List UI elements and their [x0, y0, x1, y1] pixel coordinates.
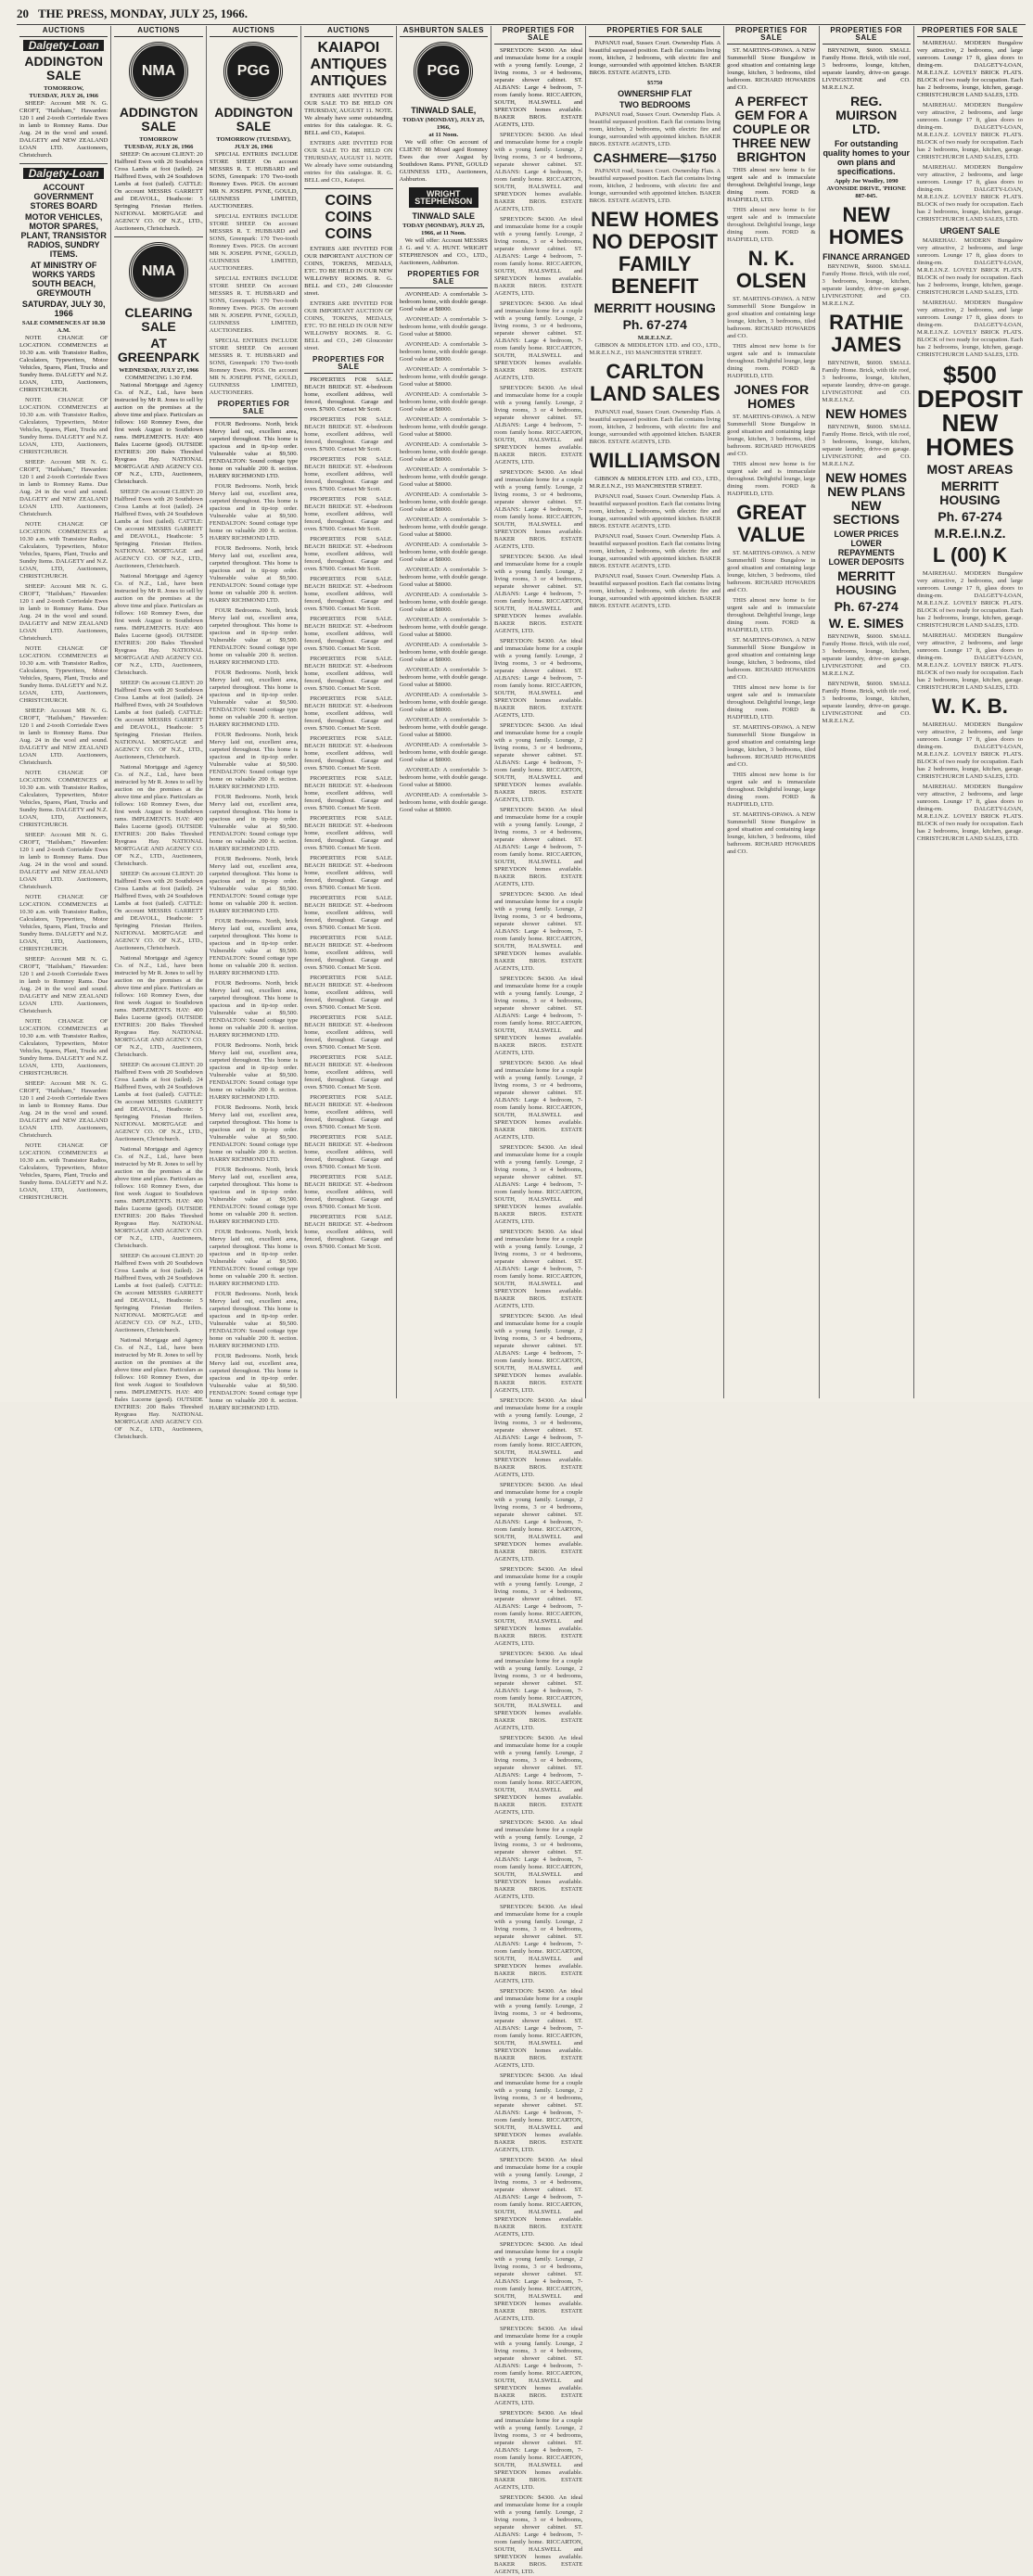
ad-body: SPREYDON: $4300. An ideal and immaculate home for a couple with a young family. Lounge, 2 living rooms, 3 or 4 bedrooms, separate shower cabinet. ST. ALBANS: Large 4 bedroom, 7-room family home. RICCARTON, SOUTH, HALSWELL and SPREYDON homes available. BAKER BROS. ESTATE AGENTS, LTD. — [493, 469, 583, 550]
ad-headline: NEW HOMES NO DEPOSIT FAMILY BENEFIT — [591, 208, 720, 298]
ad-body: SHEEP: Account MR N. G. CROFT, "Hailsham," Hawarden: 120 1 and 2-tooth Corriedale Ewes in lamb to Romney Rams. Due Aug. 24 in the wool and sound. DALGETY and NEW ZEALAND LOAN LTD. Auctioneers, Christchurch. — [19, 708, 108, 766]
ad-body: FOUR Bedrooms. North, brick Mervy laid out, excellent area, carpeted throughout. This home is spacious and in tip-top order. Vulnerable value at $9,500. FENDALTON: Sound cottage type home on valuable 200 ft. section. HARRY RICHMOND LTD. — [209, 1167, 299, 1225]
ad-body: FOUR Bedrooms. North, brick Mervy laid out, excellent area, carpeted throughout. This home is spacious and in tip-top order. Vulnerable value at $9,500. FENDALTON: Sound cottage type home on valuable 200 ft. section. HARRY RICHMOND LTD. — [209, 1291, 299, 1349]
masthead — [17, 4, 1026, 25]
ad-headline: RATHIE JAMES — [829, 311, 904, 356]
sale-title: ADDINGTON SALE — [119, 105, 198, 134]
ad-body: SPECIAL ENTRIES INCLUDE STORE SHEEP. On account MESSRS R. T. HUBBARD and SONS, Greenpark: 170 Two-tooth Romney Ewes. PIGS. On account MR N. JOSEPH. PYNE, GOULD, GUINNESS LIMITED, AUCTIONEERS. — [209, 275, 299, 334]
ad-body: SHEEP: On account CLIENT: 20 Halfbred Ewes with 20 Southdown Cross Lambs at foot (tailed). 24 Halfbred Ewes, with 24 Southdown Lambs at foot (tailed). CATTLE: On account MESSRS GARRETT and DEAVOLL, Heathcote: 5 Springing Friesian Heifers. NATIONAL MORTGAGE and AGENCY CO. OF N.Z., LTD., Auctioneers, Christchurch. — [114, 151, 203, 232]
ad-body: FOUR Bedrooms. North, brick Mervy laid out, excellent area, carpeted throughout. This home is spacious and in tip-top order. Vulnerable value at $9,500. FENDALTON: Sound cottage type home on valuable 200 ft. section. HARRY RICHMOND LTD. — [209, 607, 299, 666]
ad-body: FOUR Bedrooms. North, brick Mervy laid out, excellent area, carpeted throughout. This home is spacious and in tip-top order. Vulnerable value at $9,500. FENDALTON: Sound cottage type home on valuable 200 ft. section. HARRY RICHMOND LTD. — [209, 1042, 299, 1101]
ad-body: PROPERTIES FOR SALE. BEACH BRIDGE ST. 4-bedroom home, excellent address, well fenced, throughout. Garage and oven. $7600. Contact Mr Scott. — [304, 656, 393, 692]
ad-body: SPECIAL ENTRIES INCLUDE STORE SHEEP. On account MESSRS R. T. HUBBARD and SONS, Greenpark: 170 Two-tooth Romney Ewes. PIGS. On account MR N. JOSEPH. PYNE, GOULD, GUINNESS LIMITED, AUCTIONEERS. — [209, 151, 299, 210]
ad-body: AVONHEAD: A comfortable 3-bedroom home, with double garage. Good value at $8000. — [399, 642, 488, 663]
ad-body: FOUR Bedrooms. North, brick Mervy laid out, excellent area, carpeted throughout. This home is spacious and in tip-top order. Vulnerable value at $9,500. FENDALTON: Sound cottage type home on valuable 200 ft. section. HARRY RICHMOND LTD. — [209, 1229, 299, 1287]
column-heading: PROPERTIES FOR SALE — [589, 26, 721, 37]
ad-body: SPREYDON: $4300. An ideal and immaculate home for a couple with a young family. Lounge, 2 living rooms, 3 or 4 bedrooms, separate shower cabinet. ST. ALBANS: Large 4 bedroom, 7-room family home. RICCARTON, SOUTH, HALSWELL and SPREYDON homes available. BAKER BROS. ESTATE AGENTS, LTD. — [493, 2157, 583, 2238]
ad-body: NOTE CHANGE OF LOCATION. COMMENCES at 10.30 a.m. with Transistor Radios, Calculators, Typewriters, Motor Vehicles, Spares, Plant, Trucks and Sundry Items. DALGETY and N.Z. LOAN, LTD, Auctioneers, CHRISTCHURCH. — [19, 1142, 108, 1201]
column-7 — [586, 26, 724, 1398]
ad-body: AVONHEAD: A comfortable 3-bedroom home, with double garage. Good value at $8000. — [399, 792, 488, 813]
ad-headline: W. K. B. — [932, 695, 1008, 718]
divider — [114, 236, 202, 237]
ad-body: BRYNDWR, $6000. SMALL Family Home. Brick, with tile roof, 3 bedrooms, lounge, kitchen, separate laundry, drive-on garage. LIVINGSTONE and CO. M.R.E.I.N.Z. — [822, 263, 911, 307]
ad-body: PAPANUI road, Sussex Court. Ownership Flats. A beautiful surpassed position. Each flat contains living room, kitchen, 2 bedrooms, with electric fire and lounge, surrounded with appointed kitchen. BAKER BROS. ESTATE AGENTS, LTD. — [589, 533, 721, 569]
ad-subtitle: FINANCE ARRANGED — [823, 252, 911, 261]
ad-body: PAPANUI road, Sussex Court. Ownership Flats. A beautiful surpassed position. Each flat contains living room, kitchen, 2 bedrooms, with electric fire and lounge, surrounded with appointed kitchen. BAKER BROS. ESTATE AGENTS, LTD. — [589, 409, 721, 445]
ad-body: MAIREHAU. MODERN Bungalow very attractive, 2 bedrooms, and large sunroom. Lounge 17 ft, glass doors to dining-rm. DALGETY-LOAN, M.R.E.I.N.Z. LOVELY BRICK FLATS. BLOCK of two ready for occupation. Each has 2 bedrooms, lounge, kitchen, garage. CHRISTCHURCH LAND SALES, LTD. — [916, 102, 1024, 160]
ad-note: COMMENCING 1.30 P.M. — [124, 375, 193, 381]
ad-headline: MERRITT HOUSING — [835, 568, 897, 597]
ad-body: SPREYDON: $4300. An ideal and immaculate home for a couple with a young family. Lounge, 2 living rooms, 3 or 4 bedrooms, separate shower cabinet. ST. ALBANS: Large 4 bedroom, 7-room family home. RICCARTON, SOUTH, HALSWELL and SPREYDON homes available. BAKER BROS. ESTATE AGENTS, LTD. — [493, 1397, 583, 1478]
ad-date: SATURDAY, JULY 30, 1966 — [21, 300, 106, 318]
ad-body: THIS almost new home is for urgent sale and is immaculate throughout. Delightful lounge, large dining room. FORD & HADFIELD, LTD. — [727, 207, 816, 243]
sale-date: TUESDAY, JULY 26, 1966 — [29, 93, 99, 99]
ad-body: THIS almost new home is for urgent sale and is immaculate throughout. Delightful lounge, large dining room. FORD & HADFIELD, LTD. — [727, 167, 816, 203]
ad-body: PAPANUI road, Sussex Court. Ownership Flats. A beautiful surpassed position. Each flat contains living room, kitchen, 2 bedrooms, with electric fire and lounge, surrounded with appointed kitchen. BAKER BROS. ESTATE AGENTS, LTD. — [589, 111, 721, 147]
ad-body: National Mortgage and Agency Co. of N.Z., Ltd., have been instructed by Mr R. Jones to sell by auction on the premises at the above time and place. Particulars as follows: 160 Romney Ewes, due first week August to Southdown rams. IMPLEMENTS. HAY: 400 Bales Lucerne (good). OUTSIDE ENTRIES: 200 Bales Threshed Ryegrass Hay. NATIONAL MORTGAGE AND AGENCY CO. OF N.Z., LTD., Auctioneers, Christchurch. — [114, 764, 203, 867]
column-heading: AUCTIONS — [114, 26, 202, 37]
ad-body: SPREYDON: $4300. An ideal and immaculate home for a couple with a young family. Lounge, 2 living rooms, 3 or 4 bedrooms, separate shower cabinet. ST. ALBANS: Large 4 bedroom, 7-room family home. RICCARTON, SOUTH, HALSWELL and SPREYDON homes available. BAKER BROS. ESTATE AGENTS, LTD. — [493, 1482, 583, 1562]
sale-title: ADDINGTON SALE — [24, 54, 103, 83]
ad-headline: MERRITT HOUSING — [939, 478, 1001, 507]
ad-body: FOUR Bedrooms. North, brick Mervy laid out, excellent area, carpeted throughout. This home is spacious and in tip-top order. Vulnerable value at $9,500. FENDALTON: Sound cottage type home on valuable 200 ft. section. HARRY RICHMOND LTD. — [209, 483, 299, 542]
ad-body: SPREYDON: $4300. An ideal and immaculate home for a couple with a young family. Lounge, 2 living rooms, 3 or 4 bedrooms, separate shower cabinet. ST. ALBANS: Large 4 bedroom, 7-room family home. RICCARTON, SOUTH, HALSWELL and SPREYDON homes available. BAKER BROS. ESTATE AGENTS, LTD. — [493, 807, 583, 887]
column-heading: PROPERTIES FOR SALE — [917, 26, 1023, 37]
column-2 — [111, 26, 206, 1440]
price: $5750 — [646, 80, 663, 86]
ad-body: PROPERTIES FOR SALE. BEACH BRIDGE ST. 4-bedroom home, excellent address, well fenced, throughout. Garage and oven. $7600. Contact Mr Scott. — [304, 975, 393, 1011]
ad-title: URGENT SALE — [939, 226, 1001, 236]
ad-body: SPREYDON: $4300. An ideal and immaculate home for a couple with a young family. Lounge, 2 living rooms, 3 or 4 bedrooms, separate shower cabinet. ST. ALBANS: Large 4 bedroom, 7-room family home. RICCARTON, SOUTH, HALSWELL and SPREYDON homes available. BAKER BROS. ESTATE AGENTS, LTD. — [493, 2410, 583, 2491]
ad-body: National Mortgage and Agency Co. of N.Z., Ltd., have been instructed by Mr R. Jones to sell by auction on the premises at the above time and place. Particulars as follows: 160 Romney Ewes, due first week August to Southdown rams. IMPLEMENTS. HAY: 400 Bales Lucerne (good). OUTSIDE ENTRIES: 200 Bales Threshed Ryegrass Hay. NATIONAL MORTGAGE AND AGENCY CO. OF N.Z., LTD., Auctioneers, Christchurch. — [114, 1146, 203, 1249]
ad-body: ST. MARTINS-OPAWA. A NEW Summerhill Stone Bungalow in good situation and containing large lounge, kitchen, 3 bedrooms, tiled bathroom. RICHARD HOWARDS and CO. — [727, 724, 816, 768]
ad-body: SHEEP: On account CLIENT: 20 Halfbred Ewes with 20 Southdown Cross Lambs at foot (tailed). 24 Halfbred Ewes, with 24 Southdown Lambs at foot (tailed). CATTLE: On account MESSRS GARRETT and DEAVOLL, Heathcote: 5 Springing Friesian Heifers. NATIONAL MORTGAGE and AGENCY CO. OF N.Z., LTD., Auctioneers, Christchurch. — [114, 871, 203, 951]
ad-body: SPREYDON: $4300. An ideal and immaculate home for a couple with a young family. Lounge, 2 living rooms, 3 or 4 bedrooms, separate shower cabinet. ST. ALBANS: Large 4 bedroom, 7-room family home. RICCARTON, SOUTH, HALSWELL and SPREYDON homes available. BAKER BROS. ESTATE AGENTS, LTD. — [493, 47, 583, 128]
reinz: M.R.E.I.N.Z. — [934, 526, 1006, 541]
ad-body: PROPERTIES FOR SALE. BEACH BRIDGE ST. 4-bedroom home, excellent address, well fenced, throughout. Garage and oven. $7600. Contact Mr Scott. — [304, 376, 393, 413]
ad-body: AVONHEAD: A comfortable 3-bedroom home, with double garage. Good value at $8000. — [399, 391, 488, 413]
ad-body: ST. MARTINS-OPAWA. A NEW Summerhill Stone Bungalow in good situation and containing large lounge, kitchen, 3 bedrooms, tiled bathroom. RICHARD HOWARDS and CO. — [727, 47, 816, 91]
ad-body: ST. MARTINS-OPAWA. A NEW Summerhill Stone Bungalow in good situation and containing large lounge, kitchen, 3 bedrooms, tiled bathroom. RICHARD HOWARDS and CO. — [727, 637, 816, 681]
ad-body: NOTE CHANGE OF LOCATION. COMMENCES at 10.30 a.m. with Transistor Radios, Calculators, Typewriters, Motor Vehicles, Spares, Plant, Trucks and Sundry Items. DALGETY and N.Z. LOAN, LTD, Auctioneers, CHRISTCHURCH. — [19, 521, 108, 580]
ad-headline: A PERFECT GEM FOR A COUPLE OR THREE NEW BRIGHTON — [732, 94, 810, 164]
sale-time: at 11 Noon. — [428, 132, 459, 138]
masthead-title: THE PRESS, MONDAY, JULY 25, 1966. — [38, 6, 248, 20]
ad-body: AVONHEAD: A comfortable 3-bedroom home, with double garage. Good value at $8000. — [399, 567, 488, 588]
ad-body: PAPANUI road, Sussex Court. Ownership Flats. A beautiful surpassed position. Each flat contains living room, kitchen, 2 bedrooms, with electric fire and lounge, surrounded with appointed kitchen. BAKER BROS. ESTATE AGENTS, LTD. — [589, 40, 721, 76]
ad-body: SPREYDON: $4300. An ideal and immaculate home for a couple with a young family. Lounge, 2 living rooms, 3 or 4 bedrooms, separate shower cabinet. ST. ALBANS: Large 4 bedroom, 7-room family home. RICCARTON, SOUTH, HALSWELL and SPREYDON homes available. BAKER BROS. ESTATE AGENTS, LTD. — [493, 1313, 583, 1394]
ad-body: SPREYDON: $4300. An ideal and immaculate home for a couple with a young family. Lounge, 2 living rooms, 3 or 4 bedrooms, separate shower cabinet. ST. ALBANS: Large 4 bedroom, 7-room family home. RICCARTON, SOUTH, HALSWELL and SPREYDON homes available. BAKER BROS. ESTATE AGENTS, LTD. — [493, 1988, 583, 2069]
ad-body: AVONHEAD: A comfortable 3-bedroom home, with double garage. Good value at $8000. — [399, 416, 488, 438]
ad-body: SPREYDON: $4300. An ideal and immaculate home for a couple with a young family. Lounge, 2 living rooms, 3 or 4 bedrooms, separate shower cabinet. ST. ALBANS: Large 4 bedroom, 7-room family home. RICCARTON, SOUTH, HALSWELL and SPREYDON homes available. BAKER BROS. ESTATE AGENTS, LTD. — [493, 132, 583, 212]
ad-body: AVONHEAD: A comfortable 3-bedroom home, with double garage. Good value at $8000. — [399, 592, 488, 613]
ad-body: AVONHEAD: A comfortable 3-bedroom home, with double garage. Good value at $8000. — [399, 617, 488, 638]
ad-body: FOUR Bedrooms. North, brick Mervy laid out, excellent area, carpeted throughout. This home is spacious and in tip-top order. Vulnerable value at $9,500. FENDALTON: Sound cottage type home on valuable 200 ft. section. HARRY RICHMOND LTD. — [209, 421, 299, 479]
reinz: M.R.E.I.N.Z. — [637, 335, 672, 341]
column-heading: PROPERTIES FOR SALE — [494, 26, 582, 45]
ad-body: SPREYDON: $4300. An ideal and immaculate home for a couple with a young family. Lounge, 2 living rooms, 3 or 4 bedrooms, separate shower cabinet. ST. ALBANS: Large 4 bedroom, 7-room family home. RICCARTON, SOUTH, HALSWELL and SPREYDON homes available. BAKER BROS. ESTATE AGENTS, LTD. — [493, 638, 583, 719]
sale-day: TOMORROW — [139, 136, 179, 143]
ad-body: AVONHEAD: A comfortable 3-bedroom home, with double garage. Good value at $8000. — [399, 767, 488, 788]
ad-body: SHEEP: Account MR N. G. CROFT, "Hailsham," Hawarden: 120 1 and 2-tooth Corriedale Ewes in lamb to Romney Rams. Due Aug. 24 in the wool and sound. DALGETY and NEW ZEALAND LOAN LTD. Auctioneers, Christchurch. — [19, 100, 108, 159]
ad-body: ENTRIES ARE INVITED FOR OUR IMPORTANT AUCTION OF COINS, TOKENS, MEDALS, ETC. TO BE HELD IN OUR NEW WILLOWBY ROOMS. R. G. BELL and CO., 249 Gloucester street. — [304, 300, 393, 351]
ad-title: MOTOR VEHICLES, MOTOR SPARES, PLANT, TRANSISTOR RADIOS, SUNDRY ITEMS. — [20, 212, 107, 259]
ad-body: AVONHEAD: A comfortable 3-bedroom home, with double garage. Good value at $8000. — [399, 341, 488, 363]
ad-body: NOTE CHANGE OF LOCATION. COMMENCES at 10.30 a.m. with Transistor Radios, Calculators, Typewriters, Motor Vehicles, Spares, Plant, Trucks and Sundry Items. DALGETY and N.Z. LOAN, LTD, Auctioneers, CHRISTCHURCH. — [19, 770, 108, 828]
ad-body: GIBBON & MIDDLETON LTD. and CO., LTD., M.R.E.I.N.Z., 193 MANCHESTER STREET. — [589, 476, 721, 490]
ad-title: COINS COINS COINS — [325, 193, 373, 242]
ad-body: AVONHEAD: A comfortable 3-bedroom home, with double garage. Good value at $8000. — [399, 692, 488, 713]
ad-body: PROPERTIES FOR SALE. BEACH BRIDGE ST. 4-bedroom home, excellent address, well fenced, throughout. Garage and oven. $7600. Contact Mr Scott. — [304, 1054, 393, 1090]
ad-title: OWNERSHIP FLAT — [618, 89, 693, 98]
ad-headline: NEW HOMES — [825, 406, 908, 421]
ad-body: SPREYDON: $4300. An ideal and immaculate home for a couple with a young family. Lounge, 2 living rooms, 3 or 4 bedrooms, separate shower cabinet. ST. ALBANS: Large 4 bedroom, 7-room family home. RICCARTON, SOUTH, HALSWELL and SPREYDON homes available. BAKER BROS. ESTATE AGENTS, LTD. — [493, 2326, 583, 2406]
ad-headline: WILLIAMSON — [589, 449, 721, 472]
ad-body: PROPERTIES FOR SALE. BEACH BRIDGE ST. 4-bedroom home, excellent address, well fenced, throughout. Garage and oven. $7600. Contact Mr Scott. — [304, 536, 393, 572]
ad-body: PROPERTIES FOR SALE. BEACH BRIDGE ST. 4-bedroom home, excellent address, well fenced, throughout. Garage and oven. $7600. Contact Mr Scott. — [304, 695, 393, 732]
ad-body: PROPERTIES FOR SALE. BEACH BRIDGE ST. 4-bedroom home, excellent address, well fenced, throughout. Garage and oven. $7600. Contact Mr Scott. — [304, 815, 393, 851]
column-3 — [207, 26, 301, 1411]
page-number: 20 — [17, 6, 29, 20]
ad-body: NOTE CHANGE OF LOCATION. COMMENCES at 10.30 a.m. with Transistor Radios, Calculators, Typewriters, Motor Vehicles, Spares, Plant, Trucks and Sundry Items. DALGETY and N.Z. LOAN, LTD, Auctioneers, CHRISTCHURCH. — [19, 335, 108, 393]
ad-body: AVONHEAD: A comfortable 3-bedroom home, with double garage. Good value at $8000. — [399, 717, 488, 738]
ad-body: PROPERTIES FOR SALE. BEACH BRIDGE ST. 4-bedroom home, excellent address, well fenced, throughout. Garage and oven. $7600. Contact Mr Scott. — [304, 576, 393, 612]
ad-body: FOUR Bedrooms. North, brick Mervy laid out, excellent area, carpeted throughout. This home is spacious and in tip-top order. Vulnerable value at $9,500. FENDALTON: Sound cottage type home on valuable 200 ft. section. HARRY RICHMOND LTD. — [209, 918, 299, 976]
ad-body: SHEEP: Account MR N. G. CROFT, "Hailsham," Hawarden: 120 1 and 2-tooth Corriedale Ewes in lamb to Romney Rams. Due Aug. 24 in the wool and sound. DALGETY and NEW ZEALAND LOAN LTD. Auctioneers, Christchurch. — [19, 832, 108, 890]
ad-body: AVONHEAD: A comfortable 3-bedroom home, with double garage. Good value at $8000. — [399, 742, 488, 763]
phone-number: Ph. 67-274 — [622, 317, 687, 332]
ad-body: SPREYDON: $4300. An ideal and immaculate home for a couple with a young family. Lounge, 2 living rooms, 3 or 4 bedrooms, separate shower cabinet. ST. ALBANS: Large 4 bedroom, 7-room family home. RICCARTON, SOUTH, HALSWELL and SPREYDON homes available. BAKER BROS. ESTATE AGENTS, LTD. — [493, 2241, 583, 2322]
ad-tagline: For outstanding quality homes to your own plans and specifications. — [823, 139, 910, 176]
ad-body: National Mortgage and Agency Co. of N.Z., Ltd., have been instructed by Mr R. Jones to sell by auction on the premises at the above time and place. Particulars as follows: 160 Romney Ewes, due first week August to Southdown rams. IMPLEMENTS. HAY: 400 Bales Lucerne (good). OUTSIDE ENTRIES: 200 Bales Threshed Ryegrass Hay. NATIONAL MORTGAGE AND AGENCY CO. OF N.Z., LTD., Auctioneers, Christchurch. — [114, 573, 203, 676]
ad-body: FOUR Bedrooms. North, brick Mervy laid out, excellent area, carpeted throughout. This home is spacious and in tip-top order. Vulnerable value at $9,500. FENDALTON: Sound cottage type home on valuable 200 ft. section. HARRY RICHMOND LTD. — [209, 1104, 299, 1163]
ad-body: NOTE CHANGE OF LOCATION. COMMENCES at 10.30 a.m. with Transistor Radios, Calculators, Typewriters, Motor Vehicles, Spares, Plant, Trucks and Sundry Items. DALGETY and N.Z. LOAN, LTD, Auctioneers, CHRISTCHURCH. — [19, 894, 108, 952]
ad-body: SPREYDON: $4300. An ideal and immaculate home for a couple with a young family. Lounge, 2 living rooms, 3 or 4 bedrooms, separate shower cabinet. ST. ALBANS: Large 4 bedroom, 7-room family home. RICCARTON, SOUTH, HALSWELL and SPREYDON homes available. BAKER BROS. ESTATE AGENTS, LTD. — [493, 2072, 583, 2153]
pgg-logo: PGG — [414, 43, 472, 100]
section-heading: PROPERTIES FOR SALE — [210, 400, 298, 418]
sale-day: TOMORROW (TUESDAY), — [216, 136, 291, 143]
column-9 — [820, 26, 914, 1398]
column-heading: PROPERTIES FOR SALE — [727, 26, 815, 45]
ad-body: NOTE CHANGE OF LOCATION. COMMENCES at 10.30 a.m. with Transistor Radios, Calculators, Typewriters, Motor Vehicles, Spares, Plant, Trucks and Sundry Items. DALGETY and N.Z. LOAN, LTD, Auctioneers, CHRISTCHURCH. — [19, 1018, 108, 1077]
ad-body: ST. MARTINS-OPAWA. A NEW Summerhill Stone Bungalow in good situation and containing large lounge, kitchen, 3 bedrooms, tiled bathroom. RICHARD HOWARDS and CO. — [727, 811, 816, 855]
column-heading: ASHBURTON SALES — [400, 26, 488, 37]
ad-body: AVONHEAD: A comfortable 3-bedroom home, with double garage. Good value at $8000. — [399, 466, 488, 488]
ad-body: National Mortgage and Agency Co. of N.Z., Ltd., have been instructed by Mr R. Jones to sell by auction on the premises at the above time and place. Particulars as follows: 160 Romney Ewes, due first week August to Southdown rams. IMPLEMENTS. HAY: 400 Bales Lucerne (good). OUTSIDE ENTRIES: 200 Bales Threshed Ryegrass Hay. NATIONAL MORTGAGE AND AGENCY CO. OF N.Z., LTD., Auctioneers, Christchurch. — [114, 955, 203, 1058]
ad-body: FOUR Bedrooms. North, brick Mervy laid out, excellent area, carpeted throughout. This home is spacious and in tip-top order. Vulnerable value at $9,500. FENDALTON: Sound cottage type home on valuable 200 ft. section. HARRY RICHMOND LTD. — [209, 1353, 299, 1411]
ad-body: SHEEP: On account CLIENT: 20 Halfbred Ewes with 20 Southdown Cross Lambs at foot (tailed). 24 Halfbred Ewes, with 24 Southdown Lambs at foot (tailed). CATTLE: On account MESSRS GARRETT and DEAVOLL, Heathcote: 5 Springing Friesian Heifers. NATIONAL MORTGAGE and AGENCY CO. OF N.Z., LTD., Auctioneers, Christchurch. — [114, 1062, 203, 1142]
ad-body: MAIREHAU. MODERN Bungalow very attractive, 2 bedrooms, and large sunroom. Lounge 17 ft, glass doors to dining-rm. DALGETY-LOAN, M.R.E.I.N.Z. LOVELY BRICK FLATS. BLOCK of two ready for occupation. Each has 2 bedrooms, lounge, kitchen, garage. CHRISTCHURCH LAND SALES, LTD. — [916, 300, 1024, 358]
ad-body: MAIREHAU. MODERN Bungalow very attractive, 2 bedrooms, and large sunroom. Lounge 17 ft, glass doors to dining-rm. DALGETY-LOAN, M.R.E.I.N.Z. LOVELY BRICK FLATS. BLOCK of two ready for occupation. Each has 2 bedrooms, lounge, kitchen, garage. CHRISTCHURCH LAND SALES, LTD. — [916, 570, 1024, 629]
ad-body: PROPERTIES FOR SALE. BEACH BRIDGE ST. 4-bedroom home, excellent address, well fenced, throughout. Garage and oven. $7600. Contact Mr Scott. — [304, 775, 393, 811]
column-10 — [914, 26, 1026, 1398]
ad-body: BRYNDWR, $6000. SMALL Family Home. Brick, with tile roof, 3 bedrooms, lounge, kitchen, separate laundry, drive-on garage. LIVINGSTONE and CO. M.R.E.I.N.Z. — [822, 424, 911, 467]
ad-body: SPREYDON: $4300. An ideal and immaculate home for a couple with a young family. Lounge, 2 living rooms, 3 or 4 bedrooms, separate shower cabinet. ST. ALBANS: Large 4 bedroom, 7-room family home. RICCARTON, SOUTH, HALSWELL and SPREYDON homes available. BAKER BROS. ESTATE AGENTS, LTD. — [493, 1229, 583, 1309]
ad-body: PAPANUI road, Sussex Court. Ownership Flats. A beautiful surpassed position. Each flat contains living room, kitchen, 2 bedrooms, with electric fire and lounge, surrounded with appointed kitchen. BAKER BROS. ESTATE AGENTS, LTD. — [589, 493, 721, 529]
ad-body: AVONHEAD: A comfortable 3-bedroom home, with double garage. Good value at $8000. — [399, 542, 488, 563]
ad-headline: REG. MUIRSON LTD. — [835, 94, 898, 136]
ad-body: SHEEP: Account MR N. G. CROFT, "Hailsham," Hawarden: 120 1 and 2-tooth Corriedale Ewes in lamb to Romney Rams. Due Aug. 24 in the wool and sound. DALGETY and NEW ZEALAND LOAN LTD. Auctioneers, Christchurch. — [19, 956, 108, 1014]
ad-headline: JONES FOR HOMES — [733, 382, 810, 411]
column-heading: AUCTIONS — [304, 26, 392, 37]
ad-body: FOUR Bedrooms. North, brick Mervy laid out, excellent area, carpeted throughout. This home is spacious and in tip-top order. Vulnerable value at $9,500. FENDALTON: Sound cottage type home on valuable 200 ft. section. HARRY RICHMOND LTD. — [209, 732, 299, 790]
ad-body: PROPERTIES FOR SALE. BEACH BRIDGE ST. 4-bedroom home, excellent address, well fenced, throughout. Garage and oven. $7600. Contact Mr Scott. — [304, 1094, 393, 1130]
ad-body: THIS almost new home is for urgent sale and is immaculate throughout. Delightful lounge, large dining room. FORD & HADFIELD, LTD. — [727, 772, 816, 808]
ad-title: CLEARING SALE — [124, 305, 193, 334]
column-heading: PROPERTIES FOR SALE — [823, 26, 911, 45]
ad-title: CASHMERE—$1750 — [593, 150, 717, 165]
ad-headline: N. K. OLSEN — [735, 247, 807, 292]
nma-logo-2: NMA — [130, 243, 187, 300]
ad-body: MAIREHAU. MODERN Bungalow very attractive, 2 bedrooms, and large sunroom. Lounge 17 ft, glass doors to dining-rm. DALGETY-LOAN, M.R.E.I.N.Z. LOVELY BRICK FLATS. BLOCK of two ready for occupation. Each has 2 bedrooms, lounge, kitchen, garage. CHRISTCHURCH LAND SALES, LTD. — [916, 632, 1024, 691]
ad-body: SPREYDON: $4300. An ideal and immaculate home for a couple with a young family. Lounge, 2 living rooms, 3 or 4 bedrooms, separate shower cabinet. ST. ALBANS: Large 4 bedroom, 7-room family home. RICCARTON, SOUTH, HALSWELL and SPREYDON homes available. BAKER BROS. ESTATE AGENTS, LTD. — [493, 891, 583, 972]
ad-body: NOTE CHANGE OF LOCATION. COMMENCES at 10.30 a.m. with Transistor Radios, Calculators, Typewriters, Motor Vehicles, Spares, Plant, Trucks and Sundry Items. DALGETY and N.Z. LOAN, LTD, Auctioneers, CHRISTCHURCH. — [19, 397, 108, 455]
ad-body: THIS almost new home is for urgent sale and is immaculate throughout. Delightful lounge, large dining room. FORD & HADFIELD, LTD. — [727, 597, 816, 633]
ad-body: MAIREHAU. MODERN Bungalow very attractive, 2 bedrooms, and large sunroom. Lounge 17 ft, glass doors to dining-rm. DALGETY-LOAN, M.R.E.I.N.Z. LOVELY BRICK FLATS. BLOCK of two ready for occupation. Each has 2 bedrooms, lounge, kitchen, garage. CHRISTCHURCH LAND SALES, LTD. — [916, 237, 1024, 296]
ad-body: SPREYDON: $4300. An ideal and immaculate home for a couple with a young family. Lounge, 2 living rooms, 3 or 4 bedrooms, separate shower cabinet. ST. ALBANS: Large 4 bedroom, 7-room family home. RICCARTON, SOUTH, HALSWELL and SPREYDON homes available. BAKER BROS. ESTATE AGENTS, LTD. — [493, 1819, 583, 1900]
ad-body: BRYNDWR, $6000. SMALL Family Home. Brick, with tile roof, 3 bedrooms, lounge, kitchen, separate laundry, drive-on garage. LIVINGSTONE and CO. M.R.E.I.N.Z. — [822, 47, 911, 91]
ad-body: PAPANUI road, Sussex Court. Ownership Flats. A beautiful surpassed position. Each flat contains living room, kitchen, 2 bedrooms, with electric fire and lounge, surrounded with appointed kitchen. BAKER BROS. ESTATE AGENTS, LTD. — [589, 573, 721, 609]
sale-title: TINWALD SALE — [412, 211, 475, 221]
ad-body: PROPERTIES FOR SALE. BEACH BRIDGE ST. 4-bedroom home, excellent address, well fenced, throughout. Garage and oven. $7600. Contact Mr Scott. — [304, 855, 393, 891]
ad-body: NOTE CHANGE OF LOCATION. COMMENCES at 10.30 a.m. with Transistor Radios, Calculators, Typewriters, Motor Vehicles, Spares, Plant, Trucks and Sundry Items. DALGETY and N.Z. LOAN, LTD, Auctioneers, CHRISTCHURCH. — [19, 645, 108, 704]
ad-title: TWO BEDROOMS — [619, 100, 691, 109]
ad-body: PAPANUI road, Sussex Court. Ownership Flats. A beautiful surpassed position. Each flat contains living room, kitchen, 2 bedrooms, with electric fire and lounge, surrounded with appointed kitchen. BAKER BROS. ESTATE AGENTS, LTD. — [589, 168, 721, 204]
sale-day: TODAY (MONDAY), JULY 25, 1966, — [402, 117, 485, 131]
ad-body: SHEEP: Account MR N. G. CROFT, "Hailsham," Hawarden: 120 1 and 2-tooth Corriedale Ewes in lamb to Romney Rams. Due Aug. 24 in the wool and sound. DALGETY and NEW ZEALAND LOAN LTD. Auctioneers, Christchurch. — [19, 459, 108, 517]
ad-body: AVONHEAD: A comfortable 3-bedroom home, with double garage. Good value at $8000. — [399, 516, 488, 538]
ad-body: MAIREHAU. MODERN Bungalow very attractive, 2 bedrooms, and large sunroom. Lounge 17 ft, glass doors to dining-rm. DALGETY-LOAN, M.R.E.I.N.Z. LOVELY BRICK FLATS. BLOCK of two ready for occupation. Each has 2 bedrooms, lounge, kitchen, garage. CHRISTCHURCH LAND SALES, LTD. — [916, 40, 1024, 98]
ad-subtitle: MOST AREAS — [926, 462, 1014, 477]
ad-body: THIS almost new home is for urgent sale and is immaculate throughout. Delightful lounge, large dining room. FORD & HADFIELD, LTD. — [727, 343, 816, 379]
ad-body: SHEEP: On account CLIENT: 20 Halfbred Ewes with 20 Southdown Cross Lambs at foot (tailed). 24 Halfbred Ewes, with 24 Southdown Lambs at foot (tailed). CATTLE: On account MESSRS GARRETT and DEAVOLL, Heathcote: 5 Springing Friesian Heifers. NATIONAL MORTGAGE and AGENCY CO. OF N.Z., LTD., Auctioneers, Christchurch. — [114, 1253, 203, 1333]
ad-body: AVONHEAD: A comfortable 3-bedroom home, with double garage. Good value at $8000. — [399, 441, 488, 463]
ad-body: SPREYDON: $4300. An ideal and immaculate home for a couple with a young family. Lounge, 2 living rooms, 3 or 4 bedrooms, separate shower cabinet. ST. ALBANS: Large 4 bedroom, 7-room family home. RICCARTON, SOUTH, HALSWELL and SPREYDON homes available. BAKER BROS. ESTATE AGENTS, LTD. — [493, 554, 583, 634]
sale-title: TINWALD SALE, — [411, 106, 477, 115]
ad-body: SPREYDON: $4300. An ideal and immaculate home for a couple with a young family. Lounge, 2 living rooms, 3 or 4 bedrooms, separate shower cabinet. ST. ALBANS: Large 4 bedroom, 7-room family home. RICCARTON, SOUTH, HALSWELL and SPREYDON homes available. BAKER BROS. ESTATE AGENTS, LTD. — [493, 976, 583, 1056]
divider — [304, 188, 392, 189]
ad-body: We will offer: Account MESSRS J. G. and V. A. HUNT. WRIGHT STEPHENSON and CO., LTD., Auctioneers, Ashburton. — [399, 237, 488, 266]
ad-body: SHEEP: Account MR N. G. CROFT, "Hailsham," Hawarden: 120 1 and 2-tooth Corriedale Ewes in lamb to Romney Rams. Due Aug. 24 in the wool and sound. DALGETY and NEW ZEALAND LOAN LTD. Auctioneers, Christchurch. — [19, 583, 108, 642]
ad-title: MERRITT HOUSING — [593, 300, 716, 315]
nma-logo: NMA — [130, 43, 187, 100]
columns — [17, 26, 1026, 2575]
ad-body: SHEEP: On account CLIENT: 20 Halfbred Ewes with 20 Southdown Cross Lambs at foot (tailed). 24 Halfbred Ewes, with 24 Southdown Lambs at foot (tailed). CATTLE: On account MESSRS GARRETT and DEAVOLL, Heathcote: 5 Springing Friesian Heifers. NATIONAL MORTGAGE and AGENCY CO. OF N.Z., LTD., Auctioneers, Christchurch. — [114, 680, 203, 760]
wright-stephenson-logo: WRIGHT STEPHENSON — [409, 187, 478, 208]
ad-body: ST. MARTINS-OPAWA. A NEW Summerhill Stone Bungalow in good situation and containing large lounge, kitchen, 3 bedrooms, tiled bathroom. RICHARD HOWARDS and CO. — [727, 296, 816, 339]
ad-body: AVONHEAD: A comfortable 3-bedroom home, with double garage. Good value at $8000. — [399, 667, 488, 688]
ad-body: BRYNDWR, $6000. SMALL Family Home. Brick, with tile roof, 3 bedrooms, lounge, kitchen, separate laundry, drive-on garage. LIVINGSTONE and CO. M.R.E.I.N.Z. — [822, 633, 911, 677]
ad-body: SHEEP: On account CLIENT: 20 Halfbred Ewes with 20 Southdown Cross Lambs at foot (tailed). 24 Halfbred Ewes, with 24 Southdown Lambs at foot (tailed). CATTLE: On account MESSRS GARRETT and DEAVOLL, Heathcote: 5 Springing Friesian Heifers. NATIONAL MORTGAGE and AGENCY CO. OF N.Z., LTD., Auctioneers, Christchurch. — [114, 489, 203, 569]
ad-body: PROPERTIES FOR SALE. BEACH BRIDGE ST. 4-bedroom home, excellent address, well fenced, throughout. Garage and oven. $7600. Contact Mr Scott. — [304, 456, 393, 492]
column-heading: AUCTIONS — [19, 26, 108, 37]
ad-body: ENTRIES ARE INVITED FOR OUR SALE TO BE HELD ON THURSDAY, AUGUST 11. NOTE. We already have some outstanding entries for this catalogue. R. G. BELL and CO., Kaiapoi. — [304, 140, 393, 184]
ad-body: PROPERTIES FOR SALE. BEACH BRIDGE ST. 4-bedroom home, excellent address, well fenced, throughout. Garage and oven. $7600. Contact Mr Scott. — [304, 616, 393, 652]
ad-body: SPREYDON: $4300. An ideal and immaculate home for a couple with a young family. Lounge, 2 living rooms, 3 or 4 bedrooms, separate shower cabinet. ST. ALBANS: Large 4 bedroom, 7-room family home. RICCARTON, SOUTH, HALSWELL and SPREYDON homes available. BAKER BROS. ESTATE AGENTS, LTD. — [493, 1904, 583, 1984]
ad-body: BRYNDWR, $6000. SMALL Family Home. Brick, with tile roof, 3 bedrooms, lounge, kitchen, separate laundry, drive-on garage. LIVINGSTONE and CO. M.R.E.I.N.Z. — [822, 681, 911, 724]
ad-body: We will offer: On account of CLIENT: 80 Mixed aged Romney Ewes due over August by Southdown Rams. PYNE, GOULD GUINNESS LTD., Auctioneers, Ashburton. — [399, 139, 488, 183]
ad-body: ENTRIES ARE INVITED FOR OUR SALE TO BE HELD ON THURSDAY, AUGUST 11. NOTE. We already have some outstanding entries for this catalogue. R. G. BELL and CO., Kaiapoi. — [304, 93, 393, 136]
ad-note: SALE COMMENCES AT 10.30 A.M. — [21, 320, 106, 334]
ad-headline: NEW HOMES — [828, 203, 904, 249]
section-heading: PROPERTIES FOR SALE — [304, 355, 392, 374]
dalgety-logo: Dalgety-Loan — [23, 40, 104, 51]
sale-date: JULY 26, 1966 — [234, 144, 274, 150]
ad-body: THIS almost new home is for urgent sale and is immaculate throughout. Delightful lounge, large dining room. FORD & HADFIELD, LTD. — [727, 684, 816, 721]
ad-date: WEDNESDAY, JULY 27, 1966 — [119, 367, 199, 374]
column-4 — [301, 26, 396, 1398]
ad-body: ENTRIES ARE INVITED FOR OUR IMPORTANT AUCTION OF COINS, TOKENS, MEDALS, ETC. TO BE HELD IN OUR NEW WILLOWBY ROOMS. R. G. BELL and CO., 249 Gloucester street. — [304, 246, 393, 297]
ad-body: AVONHEAD: A comfortable 3-bedroom home, with double garage. Good value at $8000. — [399, 366, 488, 388]
divider — [19, 163, 108, 164]
section-heading: PROPERTIES FOR SALE — [400, 270, 488, 288]
ad-body: MAIREHAU. MODERN Bungalow very attractive, 2 bedrooms, and large sunroom. Lounge 17 ft, glass doors to dining-rm. DALGETY-LOAN, M.R.E.I.N.Z. LOVELY BRICK FLATS. BLOCK of two ready for occupation. Each has 2 bedrooms, lounge, kitchen, garage. CHRISTCHURCH LAND SALES, LTD. — [916, 784, 1024, 842]
ad-location: AT GREENPARK — [117, 336, 200, 364]
ad-body: AVONHEAD: A comfortable 3-bedroom home, with double garage. Good value at $8000. — [399, 491, 488, 513]
sale-title: ADDINGTON SALE — [214, 105, 293, 134]
ad-body: PROPERTIES FOR SALE. BEACH BRIDGE ST. 4-bedroom home, excellent address, well fenced, throughout. Garage and oven. $7600. Contact Mr Scott. — [304, 496, 393, 532]
ad-body: SPREYDON: $4300. An ideal and immaculate home for a couple with a young family. Lounge, 2 living rooms, 3 or 4 bedrooms, separate shower cabinet. ST. ALBANS: Large 4 bedroom, 7-room family home. RICCARTON, SOUTH, HALSWELL and SPREYDON homes available. BAKER BROS. ESTATE AGENTS, LTD. — [493, 1566, 583, 1647]
column-5 — [397, 26, 491, 1398]
ad-title: KAIAPOI ANTIQUES ANTIQUES — [310, 40, 388, 89]
dalgety-logo-2: Dalgety-Loan — [23, 168, 104, 179]
pgg-logo: PGG — [224, 43, 282, 100]
ad-body: SHEEP: Account MR N. G. CROFT, "Hailsham," Hawarden: 120 1 and 2-tooth Corriedale Ewes in lamb to Romney Rams. Due Aug. 24 in the wool and sound. DALGETY and NEW ZEALAND LOAN LTD. Auctioneers, Christchurch. — [19, 1080, 108, 1139]
ad-body: GIBBON & MIDDLETON LTD. and CO., LTD., M.R.E.I.N.Z., 193 MANCHESTER STREET. — [589, 342, 721, 356]
ad-body: FOUR Bedrooms. North, brick Mervy laid out, excellent area, carpeted throughout. This home is spacious and in tip-top order. Vulnerable value at $9,500. FENDALTON: Sound cottage type home on valuable 200 ft. section. HARRY RICHMOND LTD. — [209, 545, 299, 604]
ad-headline: $500 DEPOSIT NEW HOMES — [916, 361, 1024, 461]
ad-body: PROPERTIES FOR SALE. BEACH BRIDGE ST. 4-bedroom home, excellent address, well fenced, throughout. Garage and oven. $7600. Contact Mr Scott. — [304, 1134, 393, 1170]
ad-body: SPREYDON: $4300. An ideal and immaculate home for a couple with a young family. Lounge, 2 living rooms, 3 or 4 bedrooms, separate shower cabinet. ST. ALBANS: Large 4 bedroom, 7-room family home. RICCARTON, SOUTH, HALSWELL and SPREYDON homes available. BAKER BROS. ESTATE AGENTS, LTD. — [493, 1144, 583, 1225]
ad-body: FOUR Bedrooms. North, brick Mervy laid out, excellent area, carpeted throughout. This home is spacious and in tip-top order. Vulnerable value at $9,500. FENDALTON: Sound cottage type home on valuable 200 ft. section. HARRY RICHMOND LTD. — [209, 856, 299, 914]
sale-day: TODAY (MONDAY), JULY 25, — [402, 223, 485, 229]
sale-time: 1966, at 11 Noon. — [421, 230, 466, 236]
ad-body: PROPERTIES FOR SALE. BEACH BRIDGE ST. 4-bedroom home, excellent address, well fenced, throughout. Garage and oven. $7600. Contact Mr Scott. — [304, 1014, 393, 1051]
ad-body: SPECIAL ENTRIES INCLUDE STORE SHEEP. On account MESSRS R. T. HUBBARD and SONS, Greenpark: 170 Two-tooth Romney Ewes. PIGS. On account MR N. JOSEPH. PYNE, GOULD, GUINNESS LIMITED, AUCTIONEERS. — [209, 213, 299, 272]
column-heading: AUCTIONS — [210, 26, 298, 37]
ad-body: FOUR Bedrooms. North, brick Mervy laid out, excellent area, carpeted throughout. This home is spacious and in tip-top order. Vulnerable value at $9,500. FENDALTON: Sound cottage type home on valuable 200 ft. section. HARRY RICHMOND LTD. — [209, 794, 299, 852]
ad-body: THIS almost new home is for urgent sale and is immaculate throughout. Delightful lounge, large dining room. FORD & HADFIELD, LTD. — [727, 461, 816, 497]
ad-body: SPREYDON: $4300. An ideal and immaculate home for a couple with a young family. Lounge, 2 living rooms, 3 or 4 bedrooms, separate shower cabinet. ST. ALBANS: Large 4 bedroom, 7-room family home. RICCARTON, SOUTH, HALSWELL and SPREYDON homes available. BAKER BROS. ESTATE AGENTS, LTD. — [493, 1060, 583, 1141]
ad-location: AT MINISTRY OF WORKS YARDS SOUTH BEACH, GREYMOUTH — [31, 261, 97, 298]
column-8 — [724, 26, 819, 1398]
ad-headline: NEW HOMES NEW PLANS NEW SECTIONS — [825, 470, 908, 527]
ad-body: PROPERTIES FOR SALE. BEACH BRIDGE ST. 4-bedroom home, excellent address, well fenced, throughout. Garage and oven. $7600. Contact Mr Scott. — [304, 935, 393, 971]
ad-body: SPECIAL ENTRIES INCLUDE STORE SHEEP. On account MESSRS R. T. HUBBARD and SONS, Greenpark: 170 Two-tooth Romney Ewes. PIGS. On account MR N. JOSEPH. PYNE, GOULD, GUINNESS LIMITED, AUCTIONEERS. — [209, 338, 299, 396]
ad-body: PROPERTIES FOR SALE. BEACH BRIDGE ST. 4-bedroom home, excellent address, well fenced, throughout. Garage and oven. $7600. Contact Mr Scott. — [304, 416, 393, 453]
ad-contact: Apply Joe Woolley, 1090 AVONSIDE DRIVE, 'PHONE 887-045. — [826, 178, 906, 199]
ad-body: FOUR Bedrooms. North, brick Mervy laid out, excellent area, carpeted throughout. This home is spacious and in tip-top order. Vulnerable value at $9,500. FENDALTON: Sound cottage type home on valuable 200 ft. section. HARRY RICHMOND LTD. — [209, 980, 299, 1039]
ad-body: SPREYDON: $4300. An ideal and immaculate home for a couple with a young family. Lounge, 2 living rooms, 3 or 4 bedrooms, separate shower cabinet. ST. ALBANS: Large 4 bedroom, 7-room family home. RICCARTON, SOUTH, HALSWELL and SPREYDON homes available. BAKER BROS. ESTATE AGENTS, LTD. — [493, 216, 583, 297]
ad-body: MAIREHAU. MODERN Bungalow very attractive, 2 bedrooms, and large sunroom. Lounge 17 ft, glass doors to dining-rm. DALGETY-LOAN, M.R.E.I.N.Z. LOVELY BRICK FLATS. BLOCK of two ready for occupation. Each has 2 bedrooms, lounge, kitchen, garage. CHRISTCHURCH LAND SALES, LTD. — [916, 721, 1024, 780]
phone-number: Ph. 67-274 — [834, 599, 899, 614]
ad-body: FOUR Bedrooms. North, brick Mervy laid out, excellent area, carpeted throughout. This home is spacious and in tip-top order. Vulnerable value at $9,500. FENDALTON: Sound cottage type home on valuable 200 ft. section. HARRY RICHMOND LTD. — [209, 670, 299, 728]
ad-body: BRYNDWR, $6000. SMALL Family Home. Brick, with tile roof, 3 bedrooms, lounge, kitchen, separate laundry, drive-on garage. LIVINGSTONE and CO. M.R.E.I.N.Z. — [822, 360, 911, 403]
sale-day: TOMORROW, — [44, 85, 84, 92]
ad-headline: GREAT VALUE — [736, 501, 807, 546]
ad-body: National Mortgage and Agency Co. of N.Z., Ltd., have been instructed by Mr R. Jones to sell by auction on the premises at the above time and place. Particulars as follows: 160 Romney Ewes, due first week August to Southdown rams. IMPLEMENTS. HAY: 400 Bales Lucerne (good). OUTSIDE ENTRIES: 200 Bales Threshed Ryegrass Hay. NATIONAL MORTGAGE AND AGENCY CO. OF N.Z., LTD., Auctioneers, Christchurch. — [114, 1337, 203, 1440]
ad-body: PROPERTIES FOR SALE. BEACH BRIDGE ST. 4-bedroom home, excellent address, well fenced, throughout. Garage and oven. $7600. Contact Mr Scott. — [304, 1174, 393, 1210]
ad-body: MAIREHAU. MODERN Bungalow very attractive, 2 bedrooms, and large sunroom. Lounge 17 ft, glass doors to dining-rm. DALGETY-LOAN, M.R.E.I.N.Z. LOVELY BRICK FLATS. BLOCK of two ready for occupation. Each has 2 bedrooms, lounge, kitchen, garage. CHRISTCHURCH LAND SALES, LTD. — [916, 164, 1024, 223]
ad-body: PROPERTIES FOR SALE. BEACH BRIDGE ST. 4-bedroom home, excellent address, well fenced, throughout. Garage and oven. $7600. Contact Mr Scott. — [304, 895, 393, 931]
ad-body: SPREYDON: $4300. An ideal and immaculate home for a couple with a young family. Lounge, 2 living rooms, 3 or 4 bedrooms, separate shower cabinet. ST. ALBANS: Large 4 bedroom, 7-room family home. RICCARTON, SOUTH, HALSWELL and SPREYDON homes available. BAKER BROS. ESTATE AGENTS, LTD. — [493, 1735, 583, 1816]
column-1 — [17, 26, 111, 1398]
ad-body: SPREYDON: $4300. An ideal and immaculate home for a couple with a young family. Lounge, 2 living rooms, 3 or 4 bedrooms, separate shower cabinet. ST. ALBANS: Large 4 bedroom, 7-room family home. RICCARTON, SOUTH, HALSWELL and SPREYDON homes available. BAKER BROS. ESTATE AGENTS, LTD. — [493, 1651, 583, 1731]
ad-body: AVONHEAD: A comfortable 3-bedroom home, with double garage. Good value at $8000. — [399, 316, 488, 338]
ad-body: PROPERTIES FOR SALE. BEACH BRIDGE ST. 4-bedroom home, excellent address, well fenced, throughout. Garage and oven. $7600. Contact Mr Scott. — [304, 1214, 393, 1250]
ad-body: SPREYDON: $4300. An ideal and immaculate home for a couple with a young family. Lounge, 2 living rooms, 3 or 4 bedrooms, separate shower cabinet. ST. ALBANS: Large 4 bedroom, 7-room family home. RICCARTON, SOUTH, HALSWELL and SPREYDON homes available. BAKER BROS. ESTATE AGENTS, LTD. — [493, 385, 583, 465]
ad-body: PROPERTIES FOR SALE. BEACH BRIDGE ST. 4-bedroom home, excellent address, well fenced, throughout. Garage and oven. $7600. Contact Mr Scott. — [304, 735, 393, 772]
sale-date: TUESDAY, JULY 26, 1966 — [123, 144, 194, 150]
ad-body: National Mortgage and Agency Co. of N.Z., Ltd., have been instructed by Mr R. Jones to sell by auction on the premises at the above time and place. Particulars as follows: 160 Romney Ewes, due first week August to Southdown rams. IMPLEMENTS. HAY: 400 Bales Lucerne (good). OUTSIDE ENTRIES: 200 Bales Threshed Ryegrass Hay. NATIONAL MORTGAGE AND AGENCY CO. OF N.Z., LTD., Auctioneers, Christchurch. — [114, 382, 203, 485]
column-6 — [491, 26, 586, 2575]
phone-number: Ph. 67-274 — [937, 509, 1002, 524]
ad-body: ST. MARTINS-OPAWA. A NEW Summerhill Stone Bungalow in good situation and containing large lounge, kitchen, 3 bedrooms, tiled bathroom. RICHARD HOWARDS and CO. — [727, 414, 816, 457]
ad-headline: CARLTON LAND SALES — [589, 360, 721, 405]
ad-body: SPREYDON: $4300. An ideal and immaculate home for a couple with a young family. Lounge, 2 living rooms, 3 or 4 bedrooms, separate shower cabinet. ST. ALBANS: Large 4 bedroom, 7-room family home. RICCARTON, SOUTH, HALSWELL and SPREYDON homes available. BAKER BROS. ESTATE AGENTS, LTD. — [493, 2494, 583, 2575]
ad-subtitle: ACCOUNT GOVERNMENT STORES BOARD — [30, 183, 97, 210]
ad-body: ST. MARTINS-OPAWA. A NEW Summerhill Stone Bungalow in good situation and containing large lounge, kitchen, 3 bedrooms, tiled bathroom. RICHARD HOWARDS and CO. — [727, 550, 816, 593]
ad-body: AVONHEAD: A comfortable 3-bedroom home, with double garage. Good value at $8000. — [399, 291, 488, 312]
ad-body: SPREYDON: $4300. An ideal and immaculate home for a couple with a young family. Lounge, 2 living rooms, 3 or 4 bedrooms, separate shower cabinet. ST. ALBANS: Large 4 bedroom, 7-room family home. RICCARTON, SOUTH, HALSWELL and SPREYDON homes available. BAKER BROS. ESTATE AGENTS, LTD. — [493, 722, 583, 803]
ad-headline: L (00) K — [932, 543, 1008, 567]
ad-subtitle: LOWER PRICES LOWER REPAYMENTS LOWER DEPOSITS — [828, 529, 904, 567]
ad-body: SPREYDON: $4300. An ideal and immaculate home for a couple with a young family. Lounge, 2 living rooms, 3 or 4 bedrooms, separate shower cabinet. ST. ALBANS: Large 4 bedroom, 7-room family home. RICCARTON, SOUTH, HALSWELL and SPREYDON homes available. BAKER BROS. ESTATE AGENTS, LTD. — [493, 300, 583, 381]
ad-headline: W. E. SIMES — [828, 616, 904, 631]
